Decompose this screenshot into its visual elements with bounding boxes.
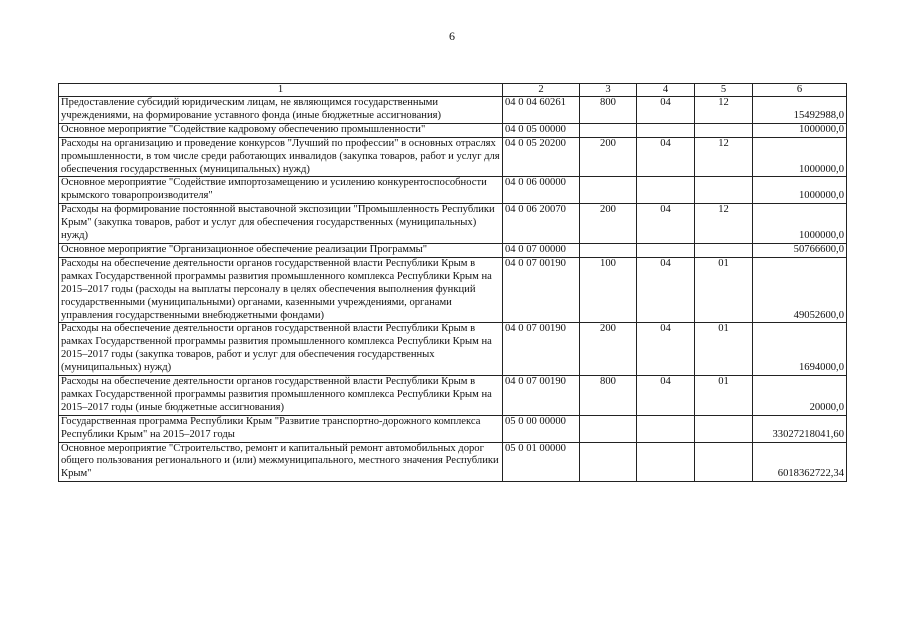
- row-col4: 04: [637, 376, 695, 416]
- row-col5: 01: [695, 376, 753, 416]
- table-row: [59, 442, 847, 482]
- row-col5: [695, 442, 753, 482]
- row-col4: [637, 123, 695, 137]
- row-amount: 1000000,0: [753, 137, 847, 177]
- row-code: 05 0 00 00000: [503, 415, 580, 442]
- row-col5: 12: [695, 137, 753, 177]
- row-code: 04 0 07 00190: [503, 257, 580, 323]
- budget-table: [58, 83, 847, 482]
- row-description: Государственная программа Республики Крым "Развитие транспортно-дорожного комплекса Республики Крым" на 2015–2017 годы: [59, 415, 503, 442]
- row-code: 04 0 07 00000: [503, 243, 580, 257]
- row-col4: 04: [637, 257, 695, 323]
- row-col3: 100: [580, 257, 637, 323]
- column-header-5: 5: [695, 84, 753, 97]
- row-amount: 20000,0: [753, 376, 847, 416]
- row-description: Расходы на обеспечение деятельности органов государственной власти Республики Крым в рамках Государственной программы развития промышленного комплекса Республики Крым на 2015–2017 годы (закупка товаров, работ и услуг для обеспечения государственных (муниципальных) нужд): [59, 323, 503, 376]
- row-amount: 15492988,0: [753, 97, 847, 124]
- row-col3: 200: [580, 323, 637, 376]
- row-col3: 200: [580, 137, 637, 177]
- row-code: 04 0 06 20070: [503, 204, 580, 244]
- row-amount: 1000000,0: [753, 177, 847, 204]
- row-code: 04 0 07 00190: [503, 323, 580, 376]
- row-col5: 12: [695, 97, 753, 124]
- row-description: Основное мероприятие "Содействие импортозамещению и усилению конкурентоспособности крымского товаропроизводителя": [59, 177, 503, 204]
- row-amount: 6018362722,34: [753, 442, 847, 482]
- table-row: [59, 204, 847, 244]
- row-col3: [580, 415, 637, 442]
- row-col4: 04: [637, 323, 695, 376]
- row-description: Основное мероприятие "Организационное обеспечение реализации Программы": [59, 243, 503, 257]
- row-col4: 04: [637, 204, 695, 244]
- row-description: Расходы на обеспечение деятельности органов государственной власти Республики Крым в рамках Государственной программы развития промышленного комплекса Республики Крым на 2015–2017 годы (иные бюджетные ассигнования): [59, 376, 503, 416]
- row-col3: 200: [580, 204, 637, 244]
- column-header-1: 1: [59, 84, 503, 97]
- row-col5: [695, 123, 753, 137]
- row-col3: 800: [580, 376, 637, 416]
- row-col3: [580, 243, 637, 257]
- table-row: [59, 257, 847, 323]
- row-code: 05 0 01 00000: [503, 442, 580, 482]
- table-row: [59, 177, 847, 204]
- row-col4: [637, 177, 695, 204]
- row-code: 04 0 05 00000: [503, 123, 580, 137]
- table-header-row: [59, 84, 847, 97]
- row-amount: 1694000,0: [753, 323, 847, 376]
- table-row: [59, 123, 847, 137]
- page-number: 6: [449, 29, 455, 43]
- row-col5: 01: [695, 257, 753, 323]
- row-code: 04 0 06 00000: [503, 177, 580, 204]
- column-header-2: 2: [503, 84, 580, 97]
- row-description: Предоставление субсидий юридическим лицам, не являющимся государственными учреждениями, на формирование уставного фонда (иные бюджетные ассигнования): [59, 97, 503, 124]
- table-row: [59, 415, 847, 442]
- row-col4: [637, 243, 695, 257]
- row-code: 04 0 04 60261: [503, 97, 580, 124]
- row-col3: [580, 177, 637, 204]
- row-amount: 1000000,0: [753, 123, 847, 137]
- row-description: Расходы на организацию и проведение конкурсов "Лучший по профессии" в основных отраслях промышленности, в том числе среди работающих инвалидов (закупка товаров, работ и услуг для обеспечения государственных (муниципальных) нужд): [59, 137, 503, 177]
- table-row: [59, 97, 847, 124]
- row-col5: 01: [695, 323, 753, 376]
- row-description: Основное мероприятие "Строительство, ремонт и капитальный ремонт автомобильных дорог общего пользования регионального и (или) межмуниципального, местного значения Республики Крым": [59, 442, 503, 482]
- column-header-6: 6: [753, 84, 847, 97]
- row-code: 04 0 07 00190: [503, 376, 580, 416]
- row-col3: 800: [580, 97, 637, 124]
- column-header-4: 4: [637, 84, 695, 97]
- table-row: [59, 323, 847, 376]
- row-col5: [695, 177, 753, 204]
- row-description: Основное мероприятие "Содействие кадровому обеспечению промышленности": [59, 123, 503, 137]
- row-amount: 50766600,0: [753, 243, 847, 257]
- row-col4: 04: [637, 97, 695, 124]
- row-description: Расходы на формирование постоянной выставочной экспозиции "Промышленность Республики Крым" (закупка товаров, работ и услуг для обеспечения государственных (муниципальных) нужд): [59, 204, 503, 244]
- table-row: [59, 243, 847, 257]
- row-code: 04 0 05 20200: [503, 137, 580, 177]
- row-col3: [580, 123, 637, 137]
- row-col3: [580, 442, 637, 482]
- table-row: [59, 376, 847, 416]
- row-amount: 49052600,0: [753, 257, 847, 323]
- row-col5: [695, 415, 753, 442]
- table-row: [59, 137, 847, 177]
- row-col5: [695, 243, 753, 257]
- row-col4: [637, 415, 695, 442]
- row-amount: 1000000,0: [753, 204, 847, 244]
- column-header-3: 3: [580, 84, 637, 97]
- row-amount: 33027218041,60: [753, 415, 847, 442]
- row-description: Расходы на обеспечение деятельности органов государственной власти Республики Крым в рамках Государственной программы развития промышленного комплекса Республики Крым на 2015–2017 годы (расходы на выплаты персоналу в целях обеспечения выполнения функций государственными (муниципальными) органами, казенными учреждениями, органами управления государственными внебюджетными фондами): [59, 257, 503, 323]
- row-col5: 12: [695, 204, 753, 244]
- row-col4: [637, 442, 695, 482]
- row-col4: 04: [637, 137, 695, 177]
